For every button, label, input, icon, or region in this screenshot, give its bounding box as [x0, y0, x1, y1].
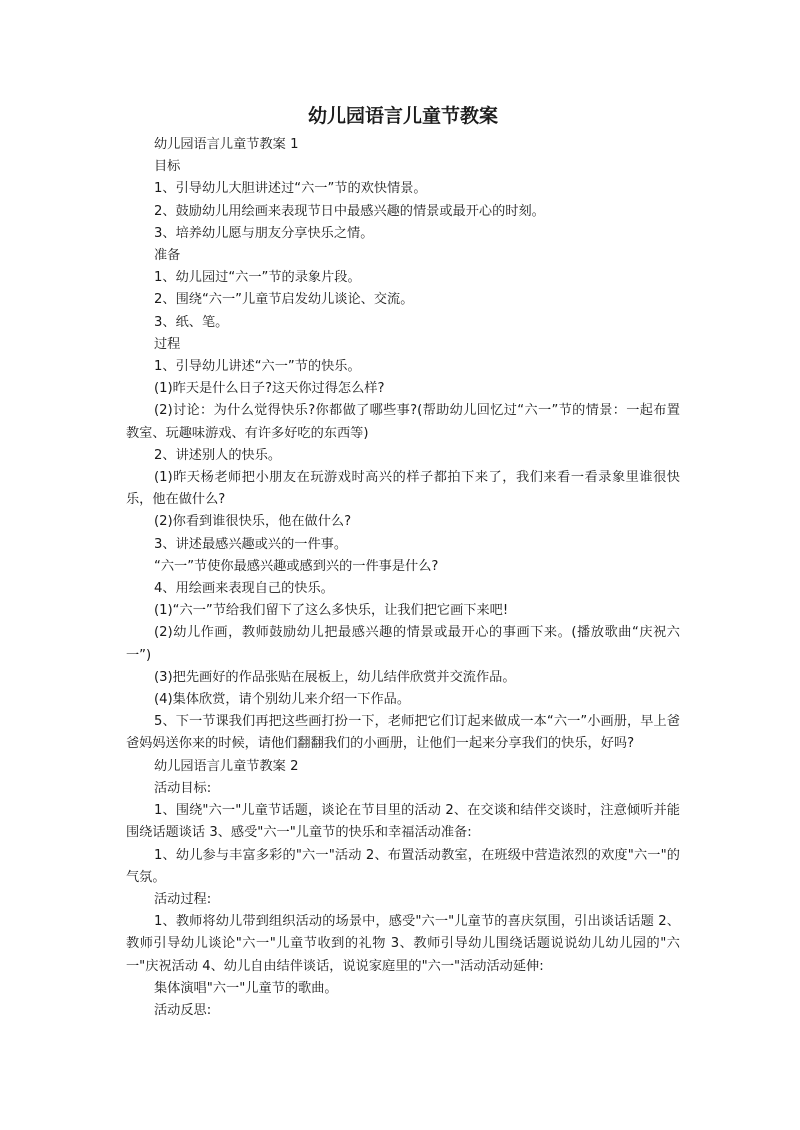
- paragraph: (1)昨天是什么日子?这天你过得怎么样?: [154, 381, 385, 397]
- paragraph: 1、幼儿参与丰富多彩的"六一"活动 2、布置活动教室，在班级中营造浓烈的欢度"六一"的气氛。: [126, 847, 680, 885]
- paragraph: “六一”节使你最感兴趣或感到兴的一件事是什么?: [154, 558, 439, 574]
- paragraph: 活动过程:: [154, 891, 212, 907]
- paragraph: 1、引导幼儿大胆讲述过“六一”节的欢快情景。: [154, 181, 427, 197]
- paragraph: 3、培养幼儿愿与朋友分享快乐之情。: [154, 225, 374, 241]
- paragraph: 过程: [154, 336, 181, 352]
- paragraph: 2、讲述别人的快乐。: [154, 447, 282, 463]
- paragraph: 活动反思:: [154, 1002, 212, 1018]
- paragraph: 准备: [154, 248, 181, 264]
- paragraph: 幼儿园语言儿童节教案 1: [154, 137, 299, 152]
- paragraph: 1、幼儿园过“六一”节的录象片段。: [154, 270, 361, 286]
- paragraph: 4、用绘画来表现自己的快乐。: [154, 581, 334, 597]
- paragraph: 3、讲述最感兴趣或兴的一件事。: [154, 536, 348, 552]
- paragraph: 1、引导幼儿讲述“六一”节的快乐。: [154, 359, 361, 375]
- paragraph: (3)把先画好的作品张贴在展板上，幼儿结伴欣赏并交流作品。: [154, 669, 516, 685]
- paragraph: 3、纸、笔。: [154, 314, 229, 330]
- paragraph: 2、鼓励幼儿用绘画来表现节日中最感兴趣的情景或最开心的时刻。: [154, 203, 545, 219]
- paragraph: 集体演唱"六一"儿童节的歌曲。: [154, 980, 338, 996]
- paragraph: 1、围绕"六一"儿童节话题，谈论在节目里的活动 2、在交谈和结伴交谈时，注意倾听并能围绕话题谈话 3、感受"六一"儿童节的快乐和幸福活动准备:: [126, 803, 680, 841]
- document-title: 幼儿园语言儿童节教案: [307, 105, 498, 127]
- paragraph: 目标: [154, 159, 181, 175]
- paragraph: 活动目标:: [154, 780, 212, 796]
- paragraph: (2)你看到谁很快乐，他在做什么?: [154, 514, 352, 530]
- paragraph: 幼儿园语言儿童节教案 2: [154, 758, 299, 774]
- paragraph: (1)昨天杨老师把小朋友在玩游戏时高兴的样子都拍下来了，我们来看一看录象里谁很快乐，他在做什么?: [126, 470, 680, 508]
- paragraph: (2)幼儿作画，教师鼓励幼儿把最感兴趣的情景或最开心的事画下来。(播放歌曲“庆祝六一”): [126, 625, 680, 663]
- paragraph: 1、教师将幼儿带到组织活动的场景中，感受"六一"儿童节的喜庆氛围，引出谈话话题 2、教师引导幼儿谈论"六一"儿童节收到的礼物 3、教师引导幼儿围绕话题说说幼儿幼儿园的"六一"庆祝活动 4、幼儿自由结伴谈话，说说家庭里的"六一"活动活动延伸:: [126, 914, 680, 974]
- paragraph: 2、围绕“六一”儿童节启发幼儿谈论、交流。: [154, 292, 414, 308]
- document-body: [126, 134, 680, 1022]
- paragraph: (2)讨论：为什么觉得快乐?你都做了哪些事?(帮助幼儿回忆过“六一”节的情景：一起布置教室、玩趣味游戏、有许多好吃的东西等): [126, 403, 680, 441]
- paragraph: (4)集体欣赏，请个别幼儿来介绍一下作品。: [154, 692, 411, 708]
- paragraph: 5、下一节课我们再把这些画打扮一下，老师把它们订起来做成一本“六一”小画册，早上爸爸妈妈送你来的时候，请他们翻翻我们的小画册，让他们一起来分享我们的快乐，好吗?: [126, 714, 680, 752]
- paragraph: (1)“六一”节给我们留下了这么多快乐，让我们把它画下来吧!: [154, 603, 509, 619]
